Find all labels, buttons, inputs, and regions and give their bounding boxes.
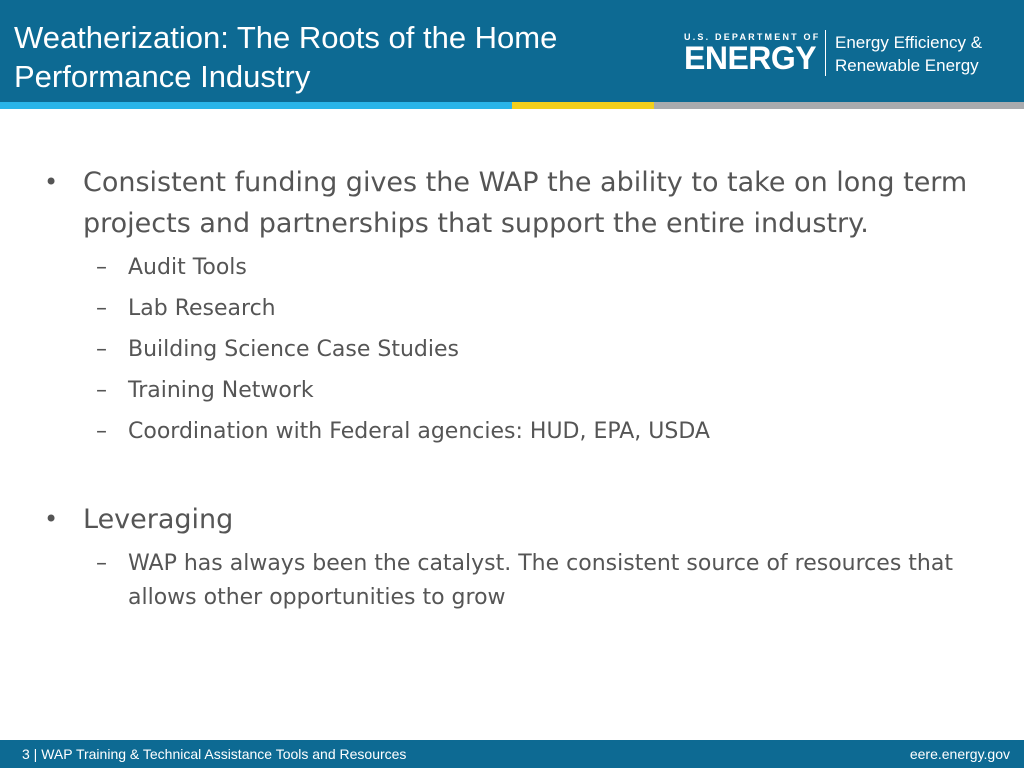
- bullet-item: [44, 162, 984, 244]
- bullet-mark: •: [44, 505, 59, 533]
- logo-divider: [825, 30, 826, 76]
- sub-bullet-item: [44, 292, 984, 326]
- bullet-text: Consistent funding gives the WAP the ability to take on long term projects and partnerships that support the entire industry.: [83, 167, 968, 239]
- sub-bullet-item: [44, 251, 984, 285]
- sub-bullet-item: [44, 374, 984, 408]
- footer-band: [0, 740, 1024, 768]
- footer-page-caption: 3 | WAP Training & Technical Assistance Tools and Resources: [22, 746, 407, 762]
- sub-bullet-text: WAP has always been the catalyst. The consistent source of resources that allows other opportunities to grow: [128, 551, 953, 610]
- dash-mark: –: [96, 255, 107, 280]
- accent-stripe-blue: [0, 102, 512, 109]
- logo-department-text: U.S. DEPARTMENT OF: [684, 32, 821, 42]
- logo-office-line2: Renewable Energy: [835, 56, 979, 75]
- accent-stripe-gray: [654, 102, 1024, 109]
- slide-body: [44, 162, 984, 615]
- bullet-mark: •: [44, 168, 59, 196]
- bullet-text: Leveraging: [83, 504, 234, 535]
- logo-office-text: [835, 31, 982, 77]
- doe-eere-logo: [684, 30, 1014, 80]
- dash-mark: –: [96, 551, 107, 576]
- dash-mark: –: [96, 296, 107, 321]
- sub-bullet-text: Lab Research: [128, 296, 276, 321]
- sub-bullet-text: Building Science Case Studies: [128, 337, 459, 362]
- sub-bullet-text: Training Network: [128, 378, 314, 403]
- dash-mark: –: [96, 419, 107, 444]
- logo-energy-text: ENERGY: [684, 40, 817, 76]
- sub-bullet-item: [44, 415, 984, 449]
- slide-title: Weatherization: The Roots of the Home Performance Industry: [14, 20, 558, 94]
- dash-mark: –: [96, 378, 107, 403]
- bullet-item: [44, 499, 984, 540]
- spacer: [44, 449, 984, 499]
- sub-bullet-text: Coordination with Federal agencies: HUD, EPA, USDA: [128, 419, 710, 444]
- sub-bullet-text: Audit Tools: [128, 255, 247, 280]
- header-band: [0, 0, 1024, 102]
- dash-mark: –: [96, 337, 107, 362]
- logo-office-line1: Energy Efficiency &: [835, 33, 983, 52]
- sub-bullet-item: [44, 333, 984, 367]
- sub-bullet-item: [44, 547, 984, 615]
- footer-website: eere.energy.gov: [909, 746, 1010, 762]
- accent-stripe-yellow: [512, 102, 654, 109]
